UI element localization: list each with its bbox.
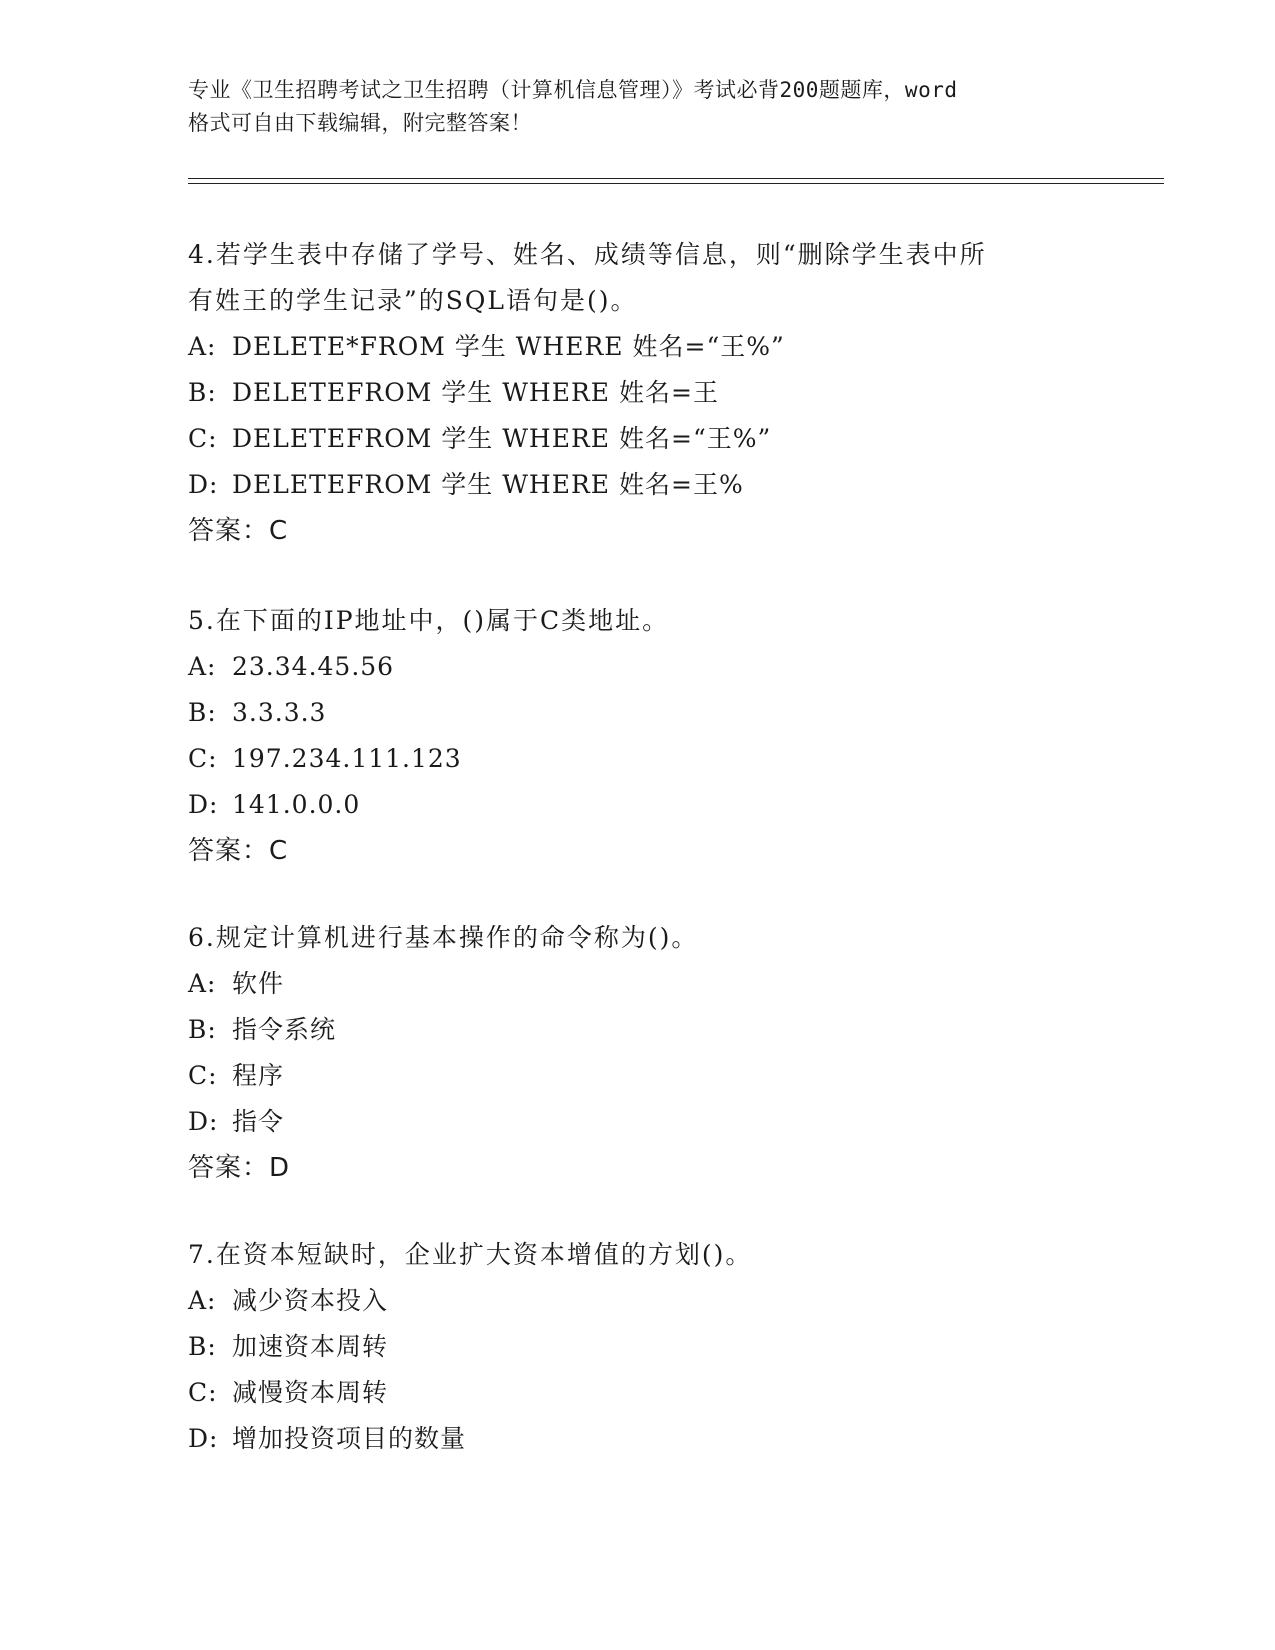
option-a bbox=[188, 961, 1088, 1007]
option-label: D: bbox=[188, 1107, 219, 1136]
header-line-1: 专业《卫生招聘考试之卫生招聘（计算机信息管理）》考试必背200题题库，word bbox=[188, 78, 958, 102]
option-c bbox=[188, 416, 1088, 462]
option-label: A: bbox=[188, 332, 217, 361]
document-header bbox=[188, 74, 1108, 140]
question-7 bbox=[188, 1232, 1088, 1462]
header-divider-bottom bbox=[188, 183, 1164, 184]
answer: 答案：C bbox=[188, 516, 289, 546]
option-label: C: bbox=[188, 1378, 218, 1407]
option-text: 减少资本投入 bbox=[232, 1286, 389, 1315]
option-text: 减慢资本周转 bbox=[232, 1378, 389, 1407]
option-label: D: bbox=[188, 470, 219, 499]
option-text: 指令 bbox=[232, 1107, 285, 1136]
question-stem-line-1: 4.若学生表中存储了学号、姓名、成绩等信息，则“删除学生表中所 bbox=[188, 240, 987, 269]
option-text: DELETEFROM 学生 WHERE 姓名=王% bbox=[232, 470, 744, 499]
option-d bbox=[188, 462, 1088, 508]
option-label: D: bbox=[188, 790, 219, 819]
option-text: 141.0.0.0 bbox=[232, 790, 361, 819]
option-label: A: bbox=[188, 1286, 217, 1315]
option-label: A: bbox=[188, 652, 217, 681]
option-text: 软件 bbox=[232, 969, 285, 998]
option-text: 23.34.45.56 bbox=[232, 652, 395, 681]
option-label: B: bbox=[188, 378, 217, 407]
option-label: B: bbox=[188, 698, 217, 727]
option-b bbox=[188, 1324, 1088, 1370]
option-b bbox=[188, 370, 1088, 416]
option-label: B: bbox=[188, 1332, 217, 1361]
option-label: C: bbox=[188, 424, 218, 453]
option-text: 增加投资项目的数量 bbox=[232, 1424, 467, 1453]
question-4 bbox=[188, 232, 1088, 554]
option-c bbox=[188, 736, 1088, 782]
question-stem-line-1: 6.规定计算机进行基本操作的命令称为()。 bbox=[188, 923, 699, 952]
option-text: 3.3.3.3 bbox=[232, 698, 327, 727]
option-text: 程序 bbox=[232, 1061, 285, 1090]
option-label: D: bbox=[188, 1424, 219, 1453]
option-c bbox=[188, 1370, 1088, 1416]
option-b bbox=[188, 690, 1088, 736]
header-line-2: 格式可自由下载编辑，附完整答案！ bbox=[188, 111, 532, 135]
answer: 答案：C bbox=[188, 836, 289, 866]
option-label: B: bbox=[188, 1015, 217, 1044]
question-stem-line-1: 5.在下面的IP地址中，()属于C类地址。 bbox=[188, 606, 670, 635]
option-c bbox=[188, 1053, 1088, 1099]
option-d bbox=[188, 782, 1088, 828]
option-text: 指令系统 bbox=[232, 1015, 337, 1044]
question-stem-line-1: 7.在资本短缺时，企业扩大资本增值的方划()。 bbox=[188, 1240, 753, 1269]
option-a bbox=[188, 324, 1088, 370]
answer: 答案：D bbox=[188, 1153, 291, 1183]
question-5 bbox=[188, 598, 1088, 874]
option-text: DELETE*FROM 学生 WHERE 姓名=“王%” bbox=[232, 332, 785, 361]
option-label: C: bbox=[188, 1061, 218, 1090]
option-text: 加速资本周转 bbox=[232, 1332, 389, 1361]
option-a bbox=[188, 1278, 1088, 1324]
option-d bbox=[188, 1416, 1088, 1462]
option-label: A: bbox=[188, 969, 217, 998]
option-b bbox=[188, 1007, 1088, 1053]
question-6 bbox=[188, 915, 1088, 1191]
question-stem-line-2: 有姓王的学生记录”的SQL语句是()。 bbox=[188, 286, 638, 315]
option-label: C: bbox=[188, 744, 218, 773]
option-text: 197.234.111.123 bbox=[232, 744, 462, 773]
option-text: DELETEFROM 学生 WHERE 姓名=“王%” bbox=[232, 424, 772, 453]
option-d bbox=[188, 1099, 1088, 1145]
option-text: DELETEFROM 学生 WHERE 姓名=王 bbox=[232, 378, 719, 407]
option-a bbox=[188, 644, 1088, 690]
header-divider-top bbox=[188, 178, 1164, 179]
